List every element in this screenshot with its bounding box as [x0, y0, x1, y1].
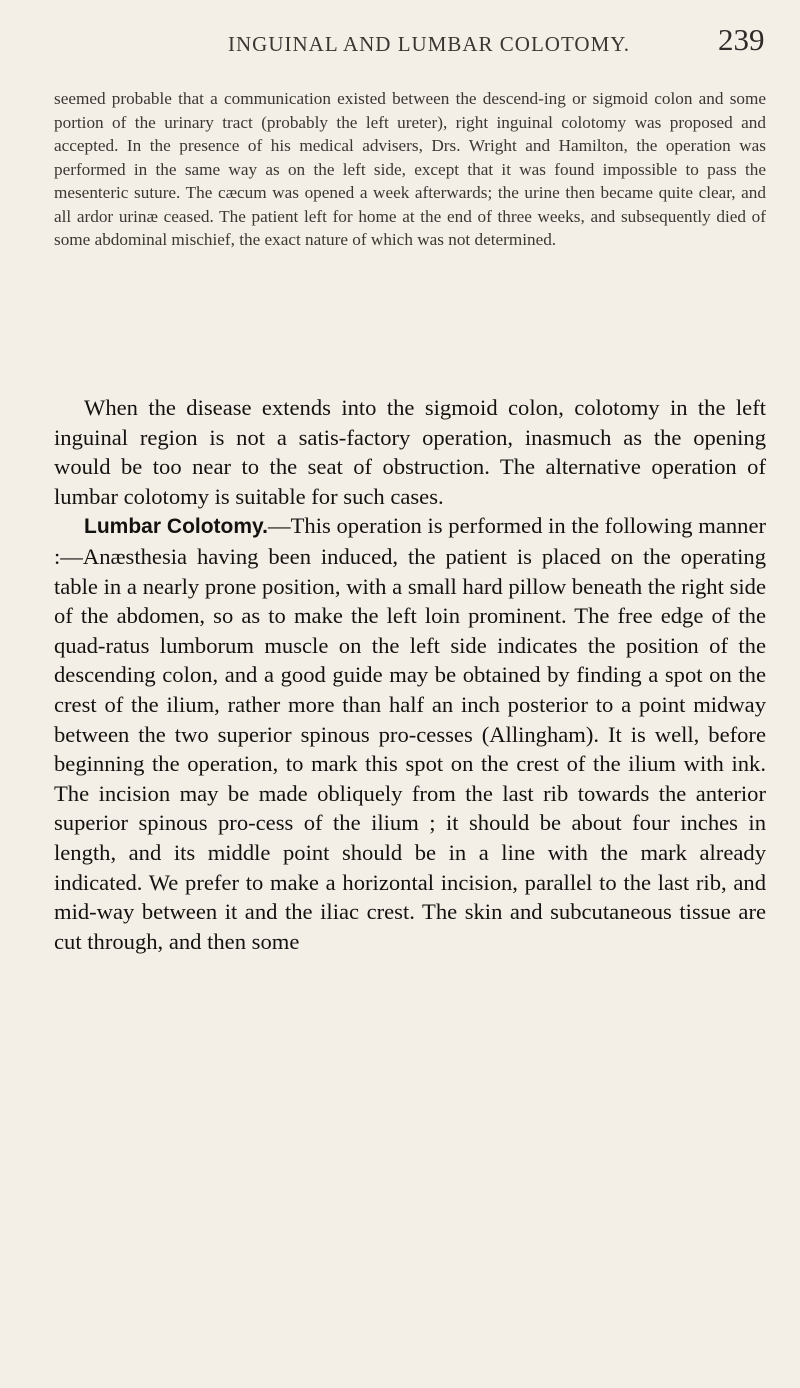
- case-report-text: seemed probable that a communication existed between the descend-ing or sigmoid colon and some portion of the urinary tract (probably the left ureter), right inguinal colotomy was proposed and accepted. In the presence of his medical advisers, Drs. Wright and Hamilton, the operation was performed in the same way as on the left side, except that it was found impossible to pass the mesenteric suture. The cæcum was opened a week afterwards; the urine then became quite clear, and all ardor urinæ ceased. The patient left for home at the end of three weeks, and subsequently died of some abdominal mischief, the exact nature of which was not determined.: [54, 89, 766, 249]
- running-title: INGUINAL AND LUMBAR COLOTOMY.: [228, 32, 630, 56]
- paragraph-lumbar-colotomy-text: —This operation is performed in the following manner :—Anæsthesia having been induced, the patient is placed on the operating table in a nearly prone position, with a small hard pillow beneath the right side of the abdomen, so as to make the left loin prominent. The free edge of the quad-ratus lumborum muscle on the left side indicates the position of the descending colon, and a good guide may be obtained by finding a spot on the crest of the ilium, rather more than half an inch posterior to a point midway between the two superior spinous pro-cesses (Allingham). It is well, before beginning the operation, to mark this spot on the crest of the ilium with ink. The incision may be made obliquely from the last rib towards the anterior superior spinous pro-cess of the ilium ; it should be about four inches in length, and its middle point should be in a line with the mark already indicated. We prefer to make a horizontal incision, parallel to the last rib, and mid-way between it and the iliac crest. The skin and subcutaneous tissue are cut through, and then some: [54, 513, 766, 954]
- paragraph-sigmoid-colon: When the disease extends into the sigmoid colon, colotomy in the left inguinal region is not a satis-factory operation, inasmuch as the opening would be too near to the seat of obstruction. The alternative operation of lumbar colotomy is suitable for such cases.: [54, 395, 766, 509]
- section-heading: Lumbar Colotomy.: [84, 515, 269, 539]
- running-head: [0, 10, 800, 57]
- body-text: [54, 393, 766, 956]
- case-report-paragraph: [54, 87, 766, 252]
- paragraph-lumbar-colotomy: [54, 511, 766, 956]
- page-number: 239: [718, 22, 765, 57]
